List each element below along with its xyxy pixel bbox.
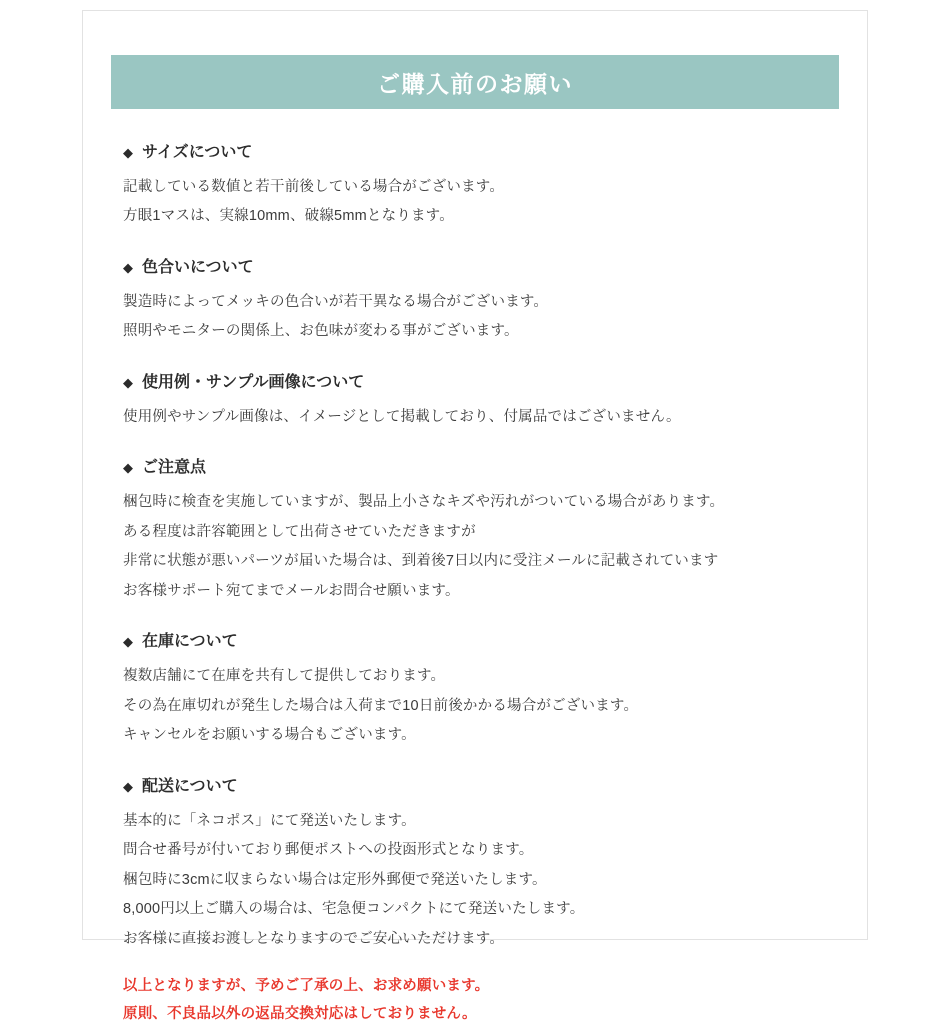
section-heading-label: サイズについて (142, 144, 253, 161)
section-line: その為在庫切れが発生した場合は入荷まで10日前後かかる場合がございます。 (123, 697, 639, 714)
footnote (111, 976, 839, 1025)
section-line: 使用例やサンプル画像は、イメージとして掲載しており、付属品ではございません。 (123, 408, 681, 425)
section-line: 梱包時に3cmに収まらない場合は定形外郵便で発送いたします。 (123, 871, 547, 888)
diamond-bullet-icon: ◆ (123, 634, 133, 650)
diamond-bullet-icon: ◆ (123, 460, 133, 476)
section-line: お客様サポート宛てまでメールお問合せ願います。 (123, 582, 460, 599)
section-size (111, 139, 839, 228)
section-heading-label: ご注意点 (142, 459, 207, 477)
section-body (123, 406, 827, 428)
footnote-line: 原則、不良品以外の返品交換対応はしておりません。 (123, 1005, 477, 1022)
banner-title: ご購入前のお願い (377, 70, 573, 97)
footnote-line: 以上となりますが、予めご了承の上、お求め願います。 (123, 977, 490, 994)
section-heading (123, 254, 827, 277)
section-heading-label: 使用例・サンプル画像について (142, 373, 365, 391)
banner (111, 55, 839, 109)
section-heading-label: 色合いについて (142, 258, 254, 276)
section-shipping (111, 773, 839, 950)
section-line: 製造時によってメッキの色合いが若干異なる場合がございます。 (123, 293, 549, 310)
section-line: 梱包時に検査を実施していますが、製品上小さなキズや汚れがついている場合があります。 (123, 494, 725, 511)
section-line: 8,000円以上ご購入の場合は、宅急便コンパクトにて発送いたします。 (123, 901, 585, 918)
section-heading-label: 在庫について (142, 633, 238, 651)
diamond-bullet-icon: ◆ (123, 374, 133, 390)
section-color (111, 254, 839, 343)
section-body (123, 291, 827, 343)
section-line: 照明やモニターの関係上、お色味が変わる事がございます。 (123, 323, 519, 340)
section-line: キャンセルをお願いする場合もございます。 (123, 727, 416, 744)
section-line: 記載している数値と若干前後している場合がございます。 (123, 179, 505, 195)
section-heading (123, 773, 827, 796)
section-body (123, 176, 827, 228)
section-line: 問合せ番号が付いており郵便ポストへの投函形式となります。 (123, 842, 534, 859)
section-line: 方眼1マスは、実線10mm、破線5mmとなります。 (123, 208, 454, 225)
section-heading (123, 454, 827, 477)
diamond-bullet-icon: ◆ (123, 778, 133, 794)
section-line: お客様に直接お渡しとなりますのでご安心いただけます。 (123, 930, 505, 947)
section-body (123, 665, 827, 746)
section-body (123, 810, 827, 950)
section-line: 非常に状態が悪いパーツが届いた場合は、到着後7日以内に受注メールに記載されています (123, 553, 719, 570)
section-body (123, 491, 827, 602)
section-line: 基本的に「ネコポス」にて発送いたします。 (123, 812, 416, 829)
notice-card (82, 10, 868, 1022)
section-stock (111, 628, 839, 746)
section-heading-label: 配送について (142, 777, 238, 795)
diamond-bullet-icon: ◆ (123, 259, 133, 275)
section-heading (123, 139, 827, 162)
section-heading (123, 369, 827, 392)
section-sample-images (111, 369, 839, 428)
section-line: 複数店舗にて在庫を共有して提供しております。 (123, 668, 446, 685)
section-cautions (111, 454, 839, 602)
diamond-bullet-icon: ◆ (123, 145, 133, 160)
section-heading (123, 628, 827, 651)
section-line: ある程度は許容範囲として出荷させていただきますが (123, 523, 476, 540)
